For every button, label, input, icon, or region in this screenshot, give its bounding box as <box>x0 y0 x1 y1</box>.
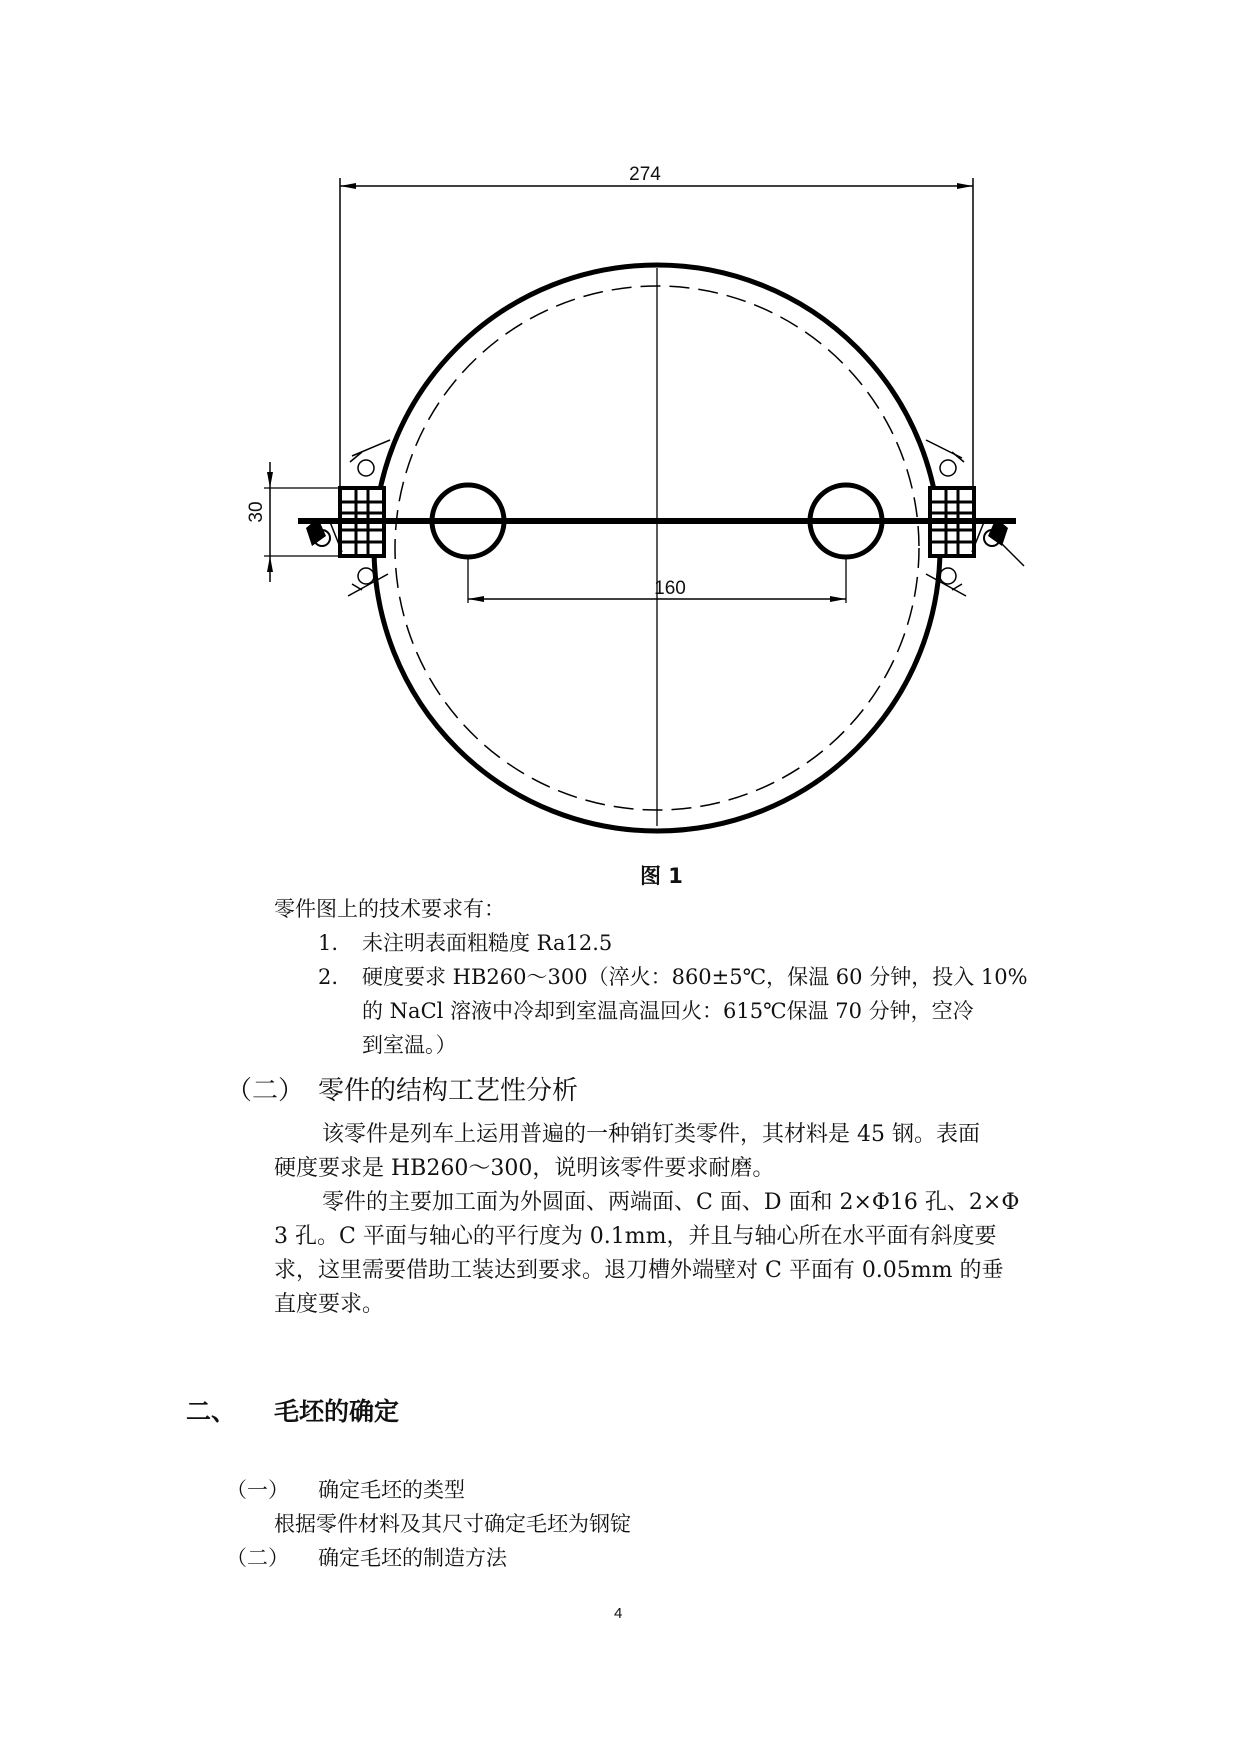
subsection-2-number: （二） <box>226 1546 289 1570</box>
tech-item-2-line-1: 硬度要求 HB260～300（淬火：860±5℃，保温 60 分钟，投入 10% <box>362 965 1028 989</box>
subsection-1-number: （一） <box>226 1478 289 1502</box>
subsection-1-title: 确定毛坯的类型 <box>318 1478 465 1502</box>
chapter-number: 二、 <box>186 1397 237 1426</box>
dim-160-label: 160 <box>654 578 686 599</box>
tech-item-2-num: 2. <box>318 965 339 989</box>
section-2-2-title: 零件的结构工艺性分析 <box>318 1076 579 1106</box>
subsection-1-body: 根据零件材料及其尺寸确定毛坯为钢锭 <box>274 1512 631 1536</box>
roughness-symbol-right-bottom <box>926 568 966 596</box>
pin-end-cap-right <box>972 518 1024 566</box>
figure-caption: 图 1 <box>640 864 683 888</box>
subsection-2-title: 确定毛坯的制造方法 <box>318 1546 507 1570</box>
dim-274-label: 274 <box>629 164 661 185</box>
para2-line-2: 3 孔。C 平面与轴心的平行度为 0.1mm，并且与轴心所在水平面有斜度要 <box>274 1224 997 1249</box>
dim-274-arrow-left <box>340 183 356 189</box>
para1-line-2: 硬度要求是 HB260～300，说明该零件要求耐磨。 <box>274 1156 775 1181</box>
para2-line-4: 直度要求。 <box>274 1292 385 1317</box>
tech-requirements-intro: 零件图上的技术要求有： <box>274 897 505 921</box>
dim-30-label: 30 <box>246 501 267 523</box>
tech-item-1-text: 未注明表面粗糙度 Ra12.5 <box>362 931 613 955</box>
dim-160-arrow-left <box>468 596 484 602</box>
para1-line-1: 该零件是列车上运用普遍的一种销钉类零件，其材料是 45 钢。表面 <box>322 1122 980 1147</box>
dim-274-arrow-right <box>957 183 973 189</box>
dim-160-arrow-right <box>830 596 846 602</box>
chapter-title: 毛坯的确定 <box>274 1397 400 1426</box>
tech-item-1-num: 1. <box>318 931 339 955</box>
tech-item-2-line-3: 到室温。） <box>362 1033 457 1057</box>
page-number: 4 <box>614 1605 623 1622</box>
para2-line-1: 零件的主要加工面为外圆面、两端面、C 面、D 面和 2×Φ16 孔、2×Φ <box>322 1190 1020 1215</box>
para2-line-3: 求，这里需要借助工装达到要求。退刀槽外端壁对 C 平面有 0.05mm 的垂 <box>274 1258 1004 1283</box>
roughness-symbol-left-bottom <box>348 568 388 596</box>
tech-item-2-line-2: 的 NaCl 溶液中冷却到室温高温回火：615℃保温 70 分钟，空冷 <box>362 999 974 1023</box>
section-2-2-number: （二） <box>226 1076 305 1106</box>
